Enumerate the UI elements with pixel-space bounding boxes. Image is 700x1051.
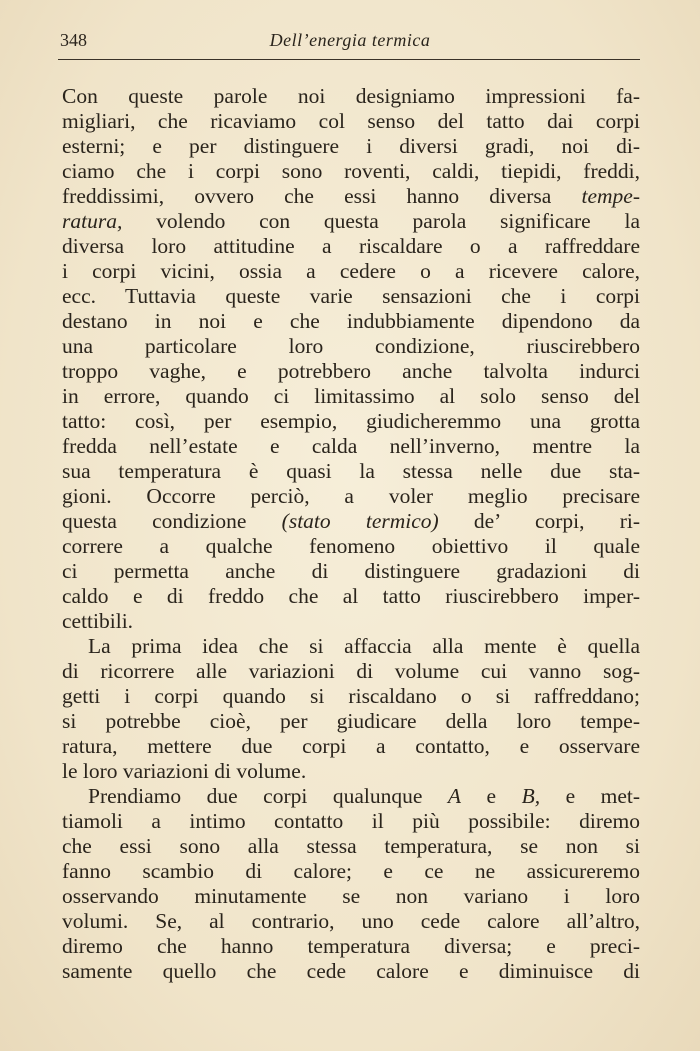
- text-segment: ecc. Tuttavia queste varie sensazioni che i corpi: [62, 284, 640, 308]
- text-segment: destano in noi e che indubbiamente dipendono da: [62, 309, 640, 333]
- text-segment: le loro variazioni di volume.: [62, 759, 307, 783]
- text-line: [62, 884, 640, 909]
- text-line: [62, 184, 640, 209]
- text-segment: tatto: così, per esempio, giudicheremmo una grotta: [62, 409, 640, 433]
- text-segment: de’ corpi, ri-: [438, 509, 640, 533]
- italic-text: (stato termico): [281, 509, 439, 533]
- text-line: [62, 284, 640, 309]
- text-line: [62, 409, 640, 434]
- text-segment: e met-: [540, 784, 640, 808]
- italic-text: A: [447, 784, 462, 808]
- text-segment: fanno scambio di calore; e ce ne assicureremo: [62, 859, 640, 883]
- italic-text: ratura,: [62, 209, 123, 233]
- text-segment: si potrebbe cioè, per giudicare della loro tempe-: [62, 709, 640, 733]
- text-segment: e: [461, 784, 522, 808]
- text-line: [62, 959, 640, 984]
- italic-text: tempe-: [581, 184, 640, 208]
- text-segment: Prendiamo due corpi qualunque: [88, 784, 448, 808]
- text-line: [62, 109, 640, 134]
- text-line: [62, 709, 640, 734]
- text-segment: correre a qualche fenomeno obiettivo il quale: [62, 534, 640, 558]
- text-segment: esterni; e per distinguere i diversi gradi, noi di-: [62, 134, 640, 158]
- text-segment: samente quello che cede calore e diminuisce di: [62, 959, 640, 983]
- text-segment: i corpi vicini, ossia a cedere o a ricevere calore,: [62, 259, 640, 283]
- text-line: [62, 784, 640, 809]
- text-line: [62, 834, 640, 859]
- page-header: [60, 30, 640, 54]
- running-title: Dell’energia termica: [269, 30, 431, 50]
- text-line: [62, 334, 640, 359]
- text-line: [62, 384, 640, 409]
- text-line: [62, 809, 640, 834]
- text-line: [62, 234, 640, 259]
- text-segment: ratura, mettere due corpi a contatto, e osservare: [62, 734, 640, 758]
- text-line: [62, 859, 640, 884]
- text-line: [62, 584, 640, 609]
- text-line: [62, 459, 640, 484]
- text-line: [62, 734, 640, 759]
- text-segment: caldo e di freddo che al tatto riuscirebbero imper-: [62, 584, 640, 608]
- text-segment: volumi. Se, al contrario, uno cede calore all’altro,: [62, 909, 640, 933]
- text-segment: migliari, che ricaviamo col senso del tatto dai corpi: [62, 109, 640, 133]
- header-rule: [58, 59, 640, 60]
- text-segment: diversa loro attitudine a riscaldare o a raffreddare: [62, 234, 640, 258]
- text-segment: cettibili.: [62, 609, 134, 633]
- text-segment: freddissimi, ovvero che essi hanno diversa: [62, 184, 582, 208]
- text-line: [62, 134, 640, 159]
- text-segment: osservando minutamente se non variano i loro: [62, 884, 640, 908]
- text-line: [62, 659, 640, 684]
- text-line: [62, 434, 640, 459]
- text-line: [62, 684, 640, 709]
- text-line: [62, 909, 640, 934]
- text-segment: ciamo che i corpi sono roventi, caldi, tiepidi, freddi,: [62, 159, 640, 183]
- text-line: [62, 509, 640, 534]
- text-line: [62, 609, 640, 634]
- text-line: [62, 209, 640, 234]
- text-segment: di ricorrere alle variazioni di volume cui vanno sog-: [62, 659, 640, 683]
- text-line: [62, 484, 640, 509]
- text-segment: diremo che hanno temperatura diversa; e preci-: [62, 934, 640, 958]
- text-segment: getti i corpi quando si riscaldano o si raffreddano;: [62, 684, 640, 708]
- text-segment: una particolare loro condizione, riuscirebbero: [62, 334, 640, 358]
- italic-text: B,: [521, 784, 541, 808]
- text-line: [62, 359, 640, 384]
- text-segment: fredda nell’estate e calda nell’inverno, mentre la: [62, 434, 640, 458]
- text-segment: tiamoli a intimo contatto il più possibile: diremo: [62, 809, 640, 833]
- text-segment: gioni. Occorre perciò, a voler meglio precisare: [62, 484, 640, 508]
- text-segment: questa condizione: [62, 509, 282, 533]
- text-line: [62, 84, 640, 109]
- text-segment: che essi sono alla stessa temperatura, se non si: [62, 834, 640, 858]
- text-line: [62, 534, 640, 559]
- text-segment: ci permetta anche di distinguere gradazioni di: [62, 559, 640, 583]
- text-line: [62, 634, 640, 659]
- text-line: [62, 259, 640, 284]
- text-line: [62, 934, 640, 959]
- text-segment: sua temperatura è quasi la stessa nelle due sta-: [62, 459, 640, 483]
- text-line: [62, 759, 640, 784]
- text-segment: in errore, quando ci limitassimo al solo senso del: [62, 384, 640, 408]
- text-segment: La prima idea che si affaccia alla mente è quella: [88, 634, 640, 658]
- text-segment: Con queste parole noi designiamo impressioni fa-: [62, 84, 640, 108]
- text-segment: volendo con questa parola significare la: [122, 209, 640, 233]
- text-line: [62, 309, 640, 334]
- body-text: [62, 84, 640, 984]
- text-segment: troppo vaghe, e potrebbero anche talvolta indurci: [62, 359, 640, 383]
- text-line: [62, 159, 640, 184]
- page-number: 348: [60, 30, 87, 50]
- text-line: [62, 559, 640, 584]
